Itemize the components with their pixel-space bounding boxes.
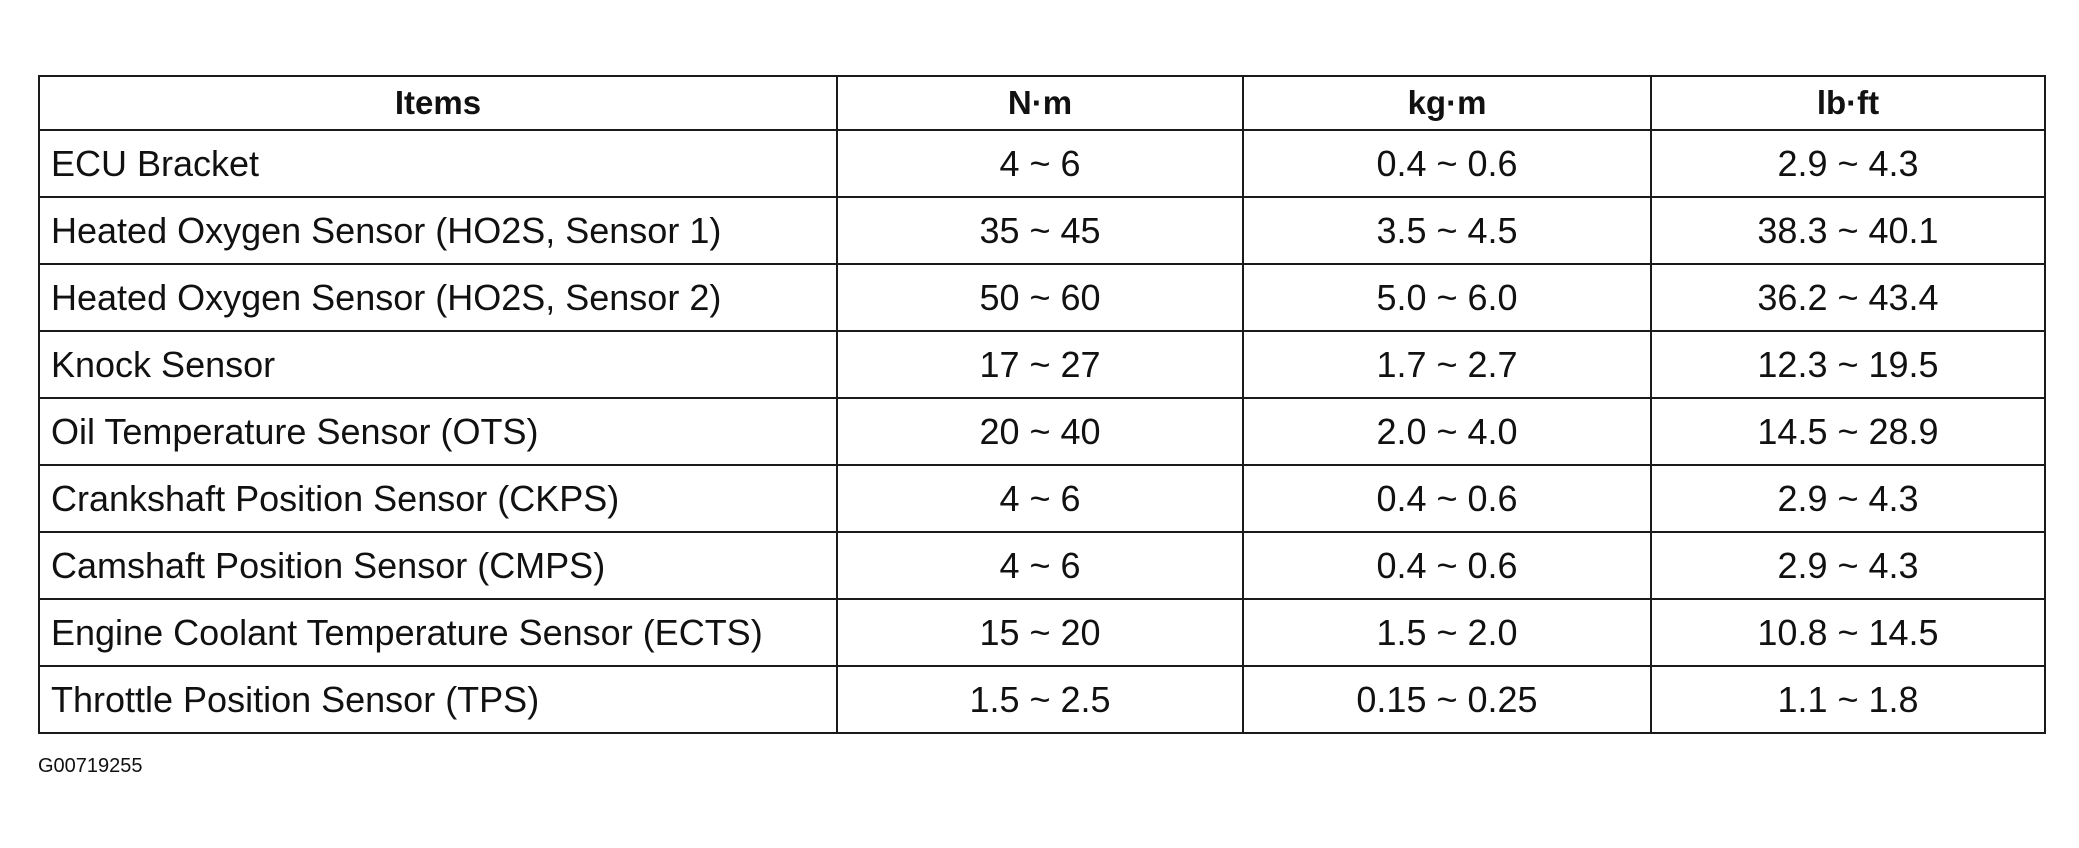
value-lbft: 2.9 ~ 4.3 bbox=[1651, 465, 2045, 532]
value-nm: 15 ~ 20 bbox=[837, 599, 1243, 666]
value-lbft: 38.3 ~ 40.1 bbox=[1651, 197, 2045, 264]
value-lbft: 14.5 ~ 28.9 bbox=[1651, 398, 2045, 465]
item-name: ECU Bracket bbox=[39, 130, 837, 197]
value-kgm: 1.5 ~ 2.0 bbox=[1243, 599, 1651, 666]
table-header-row bbox=[39, 76, 2045, 130]
table-row bbox=[39, 532, 2045, 599]
value-kgm: 0.4 ~ 0.6 bbox=[1243, 532, 1651, 599]
value-lbft: 10.8 ~ 14.5 bbox=[1651, 599, 2045, 666]
item-name: Oil Temperature Sensor (OTS) bbox=[39, 398, 837, 465]
header-newton-meters: N·m bbox=[837, 76, 1243, 130]
table-row bbox=[39, 264, 2045, 331]
item-name: Knock Sensor bbox=[39, 331, 837, 398]
item-name: Heated Oxygen Sensor (HO2S, Sensor 1) bbox=[39, 197, 837, 264]
table-row bbox=[39, 130, 2045, 197]
value-kgm: 0.4 ~ 0.6 bbox=[1243, 465, 1651, 532]
value-nm: 17 ~ 27 bbox=[837, 331, 1243, 398]
value-kgm: 1.7 ~ 2.7 bbox=[1243, 331, 1651, 398]
item-name: Engine Coolant Temperature Sensor (ECTS) bbox=[39, 599, 837, 666]
torque-spec-table bbox=[38, 75, 2046, 734]
value-kgm: 2.0 ~ 4.0 bbox=[1243, 398, 1651, 465]
item-name: Heated Oxygen Sensor (HO2S, Sensor 2) bbox=[39, 264, 837, 331]
value-nm: 50 ~ 60 bbox=[837, 264, 1243, 331]
table-row bbox=[39, 197, 2045, 264]
item-name: Crankshaft Position Sensor (CKPS) bbox=[39, 465, 837, 532]
value-nm: 4 ~ 6 bbox=[837, 532, 1243, 599]
table-row bbox=[39, 465, 2045, 532]
header-items: Items bbox=[39, 76, 837, 130]
table-row bbox=[39, 666, 2045, 733]
table-row bbox=[39, 398, 2045, 465]
item-name: Camshaft Position Sensor (CMPS) bbox=[39, 532, 837, 599]
value-lbft: 1.1 ~ 1.8 bbox=[1651, 666, 2045, 733]
value-kgm: 0.15 ~ 0.25 bbox=[1243, 666, 1651, 733]
value-lbft: 12.3 ~ 19.5 bbox=[1651, 331, 2045, 398]
value-nm: 20 ~ 40 bbox=[837, 398, 1243, 465]
value-kgm: 3.5 ~ 4.5 bbox=[1243, 197, 1651, 264]
item-name: Throttle Position Sensor (TPS) bbox=[39, 666, 837, 733]
table-row bbox=[39, 331, 2045, 398]
value-lbft: 36.2 ~ 43.4 bbox=[1651, 264, 2045, 331]
value-nm: 1.5 ~ 2.5 bbox=[837, 666, 1243, 733]
figure-id-caption: G00719255 bbox=[38, 755, 143, 777]
header-kilogram-meters: kg·m bbox=[1243, 76, 1651, 130]
table-row bbox=[39, 599, 2045, 666]
value-kgm: 5.0 ~ 6.0 bbox=[1243, 264, 1651, 331]
value-kgm: 0.4 ~ 0.6 bbox=[1243, 130, 1651, 197]
value-nm: 4 ~ 6 bbox=[837, 130, 1243, 197]
header-pound-feet: lb·ft bbox=[1651, 76, 2045, 130]
value-lbft: 2.9 ~ 4.3 bbox=[1651, 532, 2045, 599]
value-lbft: 2.9 ~ 4.3 bbox=[1651, 130, 2045, 197]
value-nm: 4 ~ 6 bbox=[837, 465, 1243, 532]
value-nm: 35 ~ 45 bbox=[837, 197, 1243, 264]
